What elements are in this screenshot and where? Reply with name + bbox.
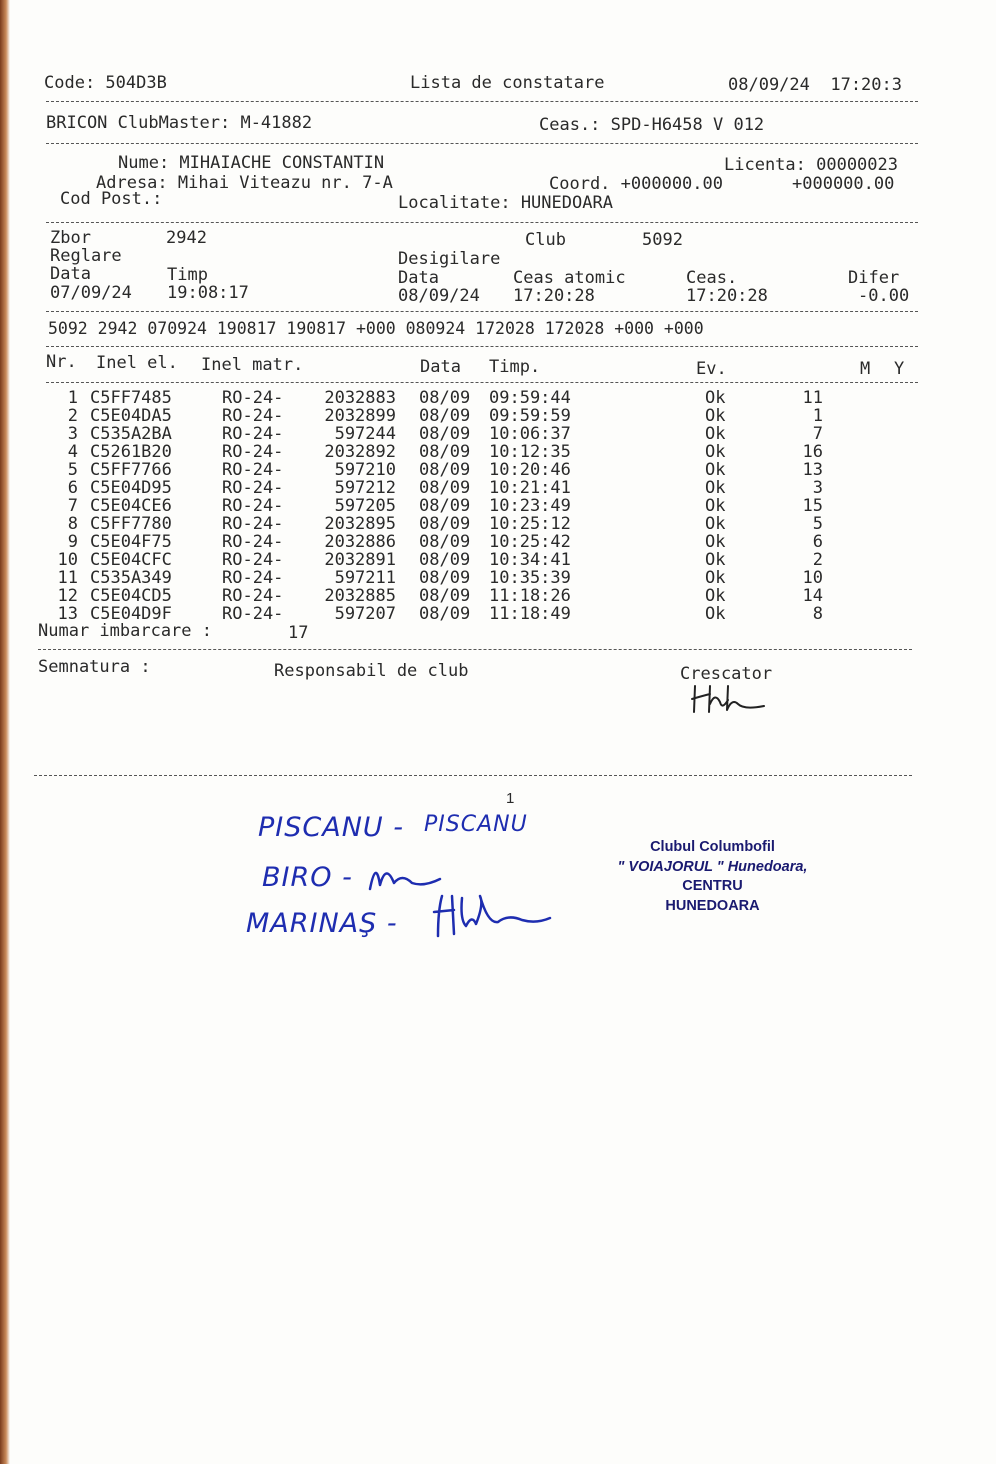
stamp-line-2: " VOIAJORUL " Hunedoara,	[617, 858, 808, 875]
arrival-time: 09:59:44	[489, 388, 571, 408]
row-number: 4	[67, 442, 78, 462]
owner-address: Adresa: Mihai Viteazu nr. 7-A	[96, 173, 393, 193]
arrival-time: 10:21:41	[489, 478, 571, 498]
table-row	[40, 569, 840, 587]
event-status: Ok	[705, 568, 726, 588]
rank-value: 11	[802, 388, 823, 408]
ring-number: 2032895	[324, 514, 396, 534]
zbor-value: 2942	[166, 228, 207, 248]
electronic-ring: C5E04F75	[90, 532, 172, 552]
data-label-2: Data	[398, 268, 439, 288]
owner-name: Nume: MIHAIACHE CONSTANTIN	[118, 153, 385, 173]
reglare-label: Reglare	[50, 246, 122, 266]
stamp-line-4: HUNEDOARA	[665, 897, 760, 914]
club-label: Club	[525, 230, 566, 250]
rank-value: 2	[812, 550, 823, 570]
ring-number: 597207	[334, 604, 396, 624]
ring-series: RO-24-	[222, 478, 284, 498]
committee-name-2: BIRO -	[262, 862, 353, 893]
table-row	[40, 587, 840, 605]
rank-value: 15	[802, 496, 823, 516]
rank-value: 3	[812, 478, 823, 498]
embark-value: 17	[288, 623, 309, 643]
electronic-ring: C5FF7485	[90, 388, 172, 408]
col-timp: Timp.	[489, 357, 541, 377]
arrival-date: 08/09	[419, 604, 471, 624]
rank-value: 8	[812, 604, 823, 624]
electronic-ring: C535A349	[90, 568, 172, 588]
arrival-date: 08/09	[419, 424, 471, 444]
ring-series: RO-24-	[222, 406, 284, 426]
electronic-ring: C5E04CFC	[90, 550, 172, 570]
col-data: Data	[420, 357, 461, 377]
row-number: 7	[67, 496, 78, 516]
breeder-signature	[688, 682, 772, 716]
ring-series: RO-24-	[222, 388, 284, 408]
paper-edge	[0, 0, 10, 1464]
signature-label: Semnatura :	[38, 657, 151, 677]
divider	[46, 311, 918, 312]
electronic-ring: C5E04D95	[90, 478, 172, 498]
stamp-line-3: CENTRU	[682, 878, 743, 894]
stamp-line-1: Clubul Columbofil	[650, 839, 775, 855]
committee-signature-2	[366, 855, 446, 895]
timp-label: Timp	[167, 265, 208, 285]
ring-series: RO-24-	[222, 568, 284, 588]
event-status: Ok	[705, 406, 726, 426]
table-row	[40, 425, 840, 443]
event-status: Ok	[705, 388, 726, 408]
report-title: Lista de constatare	[410, 73, 605, 93]
atomic-time: 17:20:28	[513, 286, 595, 306]
postal-code: Cod Post.:	[60, 189, 163, 209]
ring-series: RO-24-	[222, 442, 284, 462]
event-status: Ok	[705, 496, 726, 516]
event-status: Ok	[705, 442, 726, 462]
ring-number: 2032883	[324, 388, 396, 408]
ring-series: RO-24-	[222, 550, 284, 570]
ring-number: 2032892	[324, 442, 396, 462]
club-value: 5092	[642, 230, 683, 250]
col-nr: Nr.	[46, 352, 77, 372]
row-number: 6	[67, 478, 78, 498]
ring-number: 597211	[334, 568, 396, 588]
event-status: Ok	[705, 550, 726, 570]
ring-number: 2032899	[324, 406, 396, 426]
event-status: Ok	[705, 586, 726, 606]
arrival-date: 08/09	[419, 514, 471, 534]
desigilare-label: Desigilare	[398, 249, 501, 269]
arrival-date: 08/09	[419, 586, 471, 606]
arrival-time: 11:18:49	[489, 604, 571, 624]
arrival-time: 10:23:49	[489, 496, 571, 516]
rank-value: 13	[802, 460, 823, 480]
club-responsible-label: Responsabil de club	[274, 661, 469, 681]
divider	[46, 222, 918, 223]
ring-number: 597244	[334, 424, 396, 444]
report-code: Code: 504D3B	[44, 73, 167, 93]
encoded-line: 5092 2942 070924 190817 190817 +000 080924 172028 172028 +000 +000	[48, 319, 704, 338]
reglare-date: 07/09/24	[50, 283, 132, 303]
table-row	[40, 533, 840, 551]
electronic-ring: C5FF7780	[90, 514, 172, 534]
table-row	[40, 443, 840, 461]
atomic-clock-label: Ceas atomic	[513, 268, 626, 288]
electronic-ring: C5FF7766	[90, 460, 172, 480]
arrival-time: 10:34:41	[489, 550, 571, 570]
committee-signature-1: PISCANU	[424, 812, 528, 837]
arrival-time: 11:18:26	[489, 586, 571, 606]
arrival-time: 09:59:59	[489, 406, 571, 426]
arrival-date: 08/09	[419, 478, 471, 498]
ring-number: 597205	[334, 496, 396, 516]
ring-series: RO-24-	[222, 586, 284, 606]
table-row	[40, 551, 840, 569]
row-number: 5	[67, 460, 78, 480]
rank-value: 6	[812, 532, 823, 552]
event-status: Ok	[705, 604, 726, 624]
committee-name-3: MARINAŞ -	[246, 908, 398, 939]
report-datetime: 08/09/24 17:20:3	[728, 75, 902, 95]
arrival-date: 08/09	[419, 406, 471, 426]
committee-signature-3	[432, 890, 556, 940]
difference-label: Difer	[848, 268, 900, 288]
table-row	[40, 497, 840, 515]
arrival-time: 10:12:35	[489, 442, 571, 462]
zbor-label: Zbor	[50, 228, 91, 248]
ring-number: 2032885	[324, 586, 396, 606]
row-number: 11	[57, 568, 78, 588]
electronic-ring: C5E04D9F	[90, 604, 172, 624]
rank-value: 14	[802, 586, 823, 606]
ring-number: 597210	[334, 460, 396, 480]
rank-value: 7	[812, 424, 823, 444]
coordinates-2: +000000.00	[792, 174, 895, 194]
table-row	[40, 461, 840, 479]
arrival-date: 08/09	[419, 568, 471, 588]
ring-number: 597212	[334, 478, 396, 498]
ring-series: RO-24-	[222, 604, 284, 624]
breeder-label: Crescator	[680, 664, 773, 684]
clock-time: 17:20:28	[686, 286, 768, 306]
event-status: Ok	[705, 460, 726, 480]
table-row	[40, 515, 840, 533]
ring-number: 2032886	[324, 532, 396, 552]
ring-series: RO-24-	[222, 460, 284, 480]
col-m: M	[860, 359, 871, 379]
club-stamp	[600, 838, 825, 916]
club-master: BRICON ClubMaster: M-41882	[46, 113, 313, 133]
rank-value: 5	[812, 514, 823, 534]
arrival-date: 08/09	[419, 460, 471, 480]
row-number: 2	[67, 406, 78, 426]
difference-value: -0.00	[858, 286, 910, 306]
reglare-time: 19:08:17	[167, 283, 249, 303]
col-ev: Ev.	[696, 359, 727, 379]
arrival-time: 10:25:42	[489, 532, 571, 552]
table-row	[40, 407, 840, 425]
page-number: 1	[506, 790, 515, 807]
col-y: Y	[894, 359, 905, 379]
event-status: Ok	[705, 532, 726, 552]
divider	[34, 775, 912, 776]
arrival-time: 10:35:39	[489, 568, 571, 588]
embark-label: Numar imbarcare :	[38, 621, 212, 641]
divider	[46, 143, 918, 144]
row-number: 13	[57, 604, 78, 624]
row-number: 3	[67, 424, 78, 444]
divider	[46, 101, 918, 102]
table-row	[40, 479, 840, 497]
divider	[46, 382, 918, 383]
ring-series: RO-24-	[222, 496, 284, 516]
event-status: Ok	[705, 478, 726, 498]
rank-value: 1	[812, 406, 823, 426]
ring-series: RO-24-	[222, 424, 284, 444]
arrival-date: 08/09	[419, 388, 471, 408]
ring-series: RO-24-	[222, 514, 284, 534]
electronic-ring: C5261B20	[90, 442, 172, 462]
rank-value: 10	[802, 568, 823, 588]
locality: Localitate: HUNEDOARA	[398, 193, 613, 213]
row-number: 1	[67, 388, 78, 408]
arrival-time: 10:20:46	[489, 460, 571, 480]
arrival-date: 08/09	[419, 442, 471, 462]
col-inel-matr: Inel matr.	[201, 355, 304, 375]
electronic-ring: C5E04CD5	[90, 586, 172, 606]
arrival-date: 08/09	[419, 550, 471, 570]
event-status: Ok	[705, 424, 726, 444]
arrival-date: 08/09	[419, 496, 471, 516]
arrival-date: 08/09	[419, 532, 471, 552]
ring-series: RO-24-	[222, 532, 284, 552]
col-inel-el: Inel el.	[96, 353, 178, 373]
electronic-ring: C535A2BA	[90, 424, 172, 444]
clock-id: Ceas.: SPD-H6458 V 012	[539, 115, 765, 135]
arrival-time: 10:06:37	[489, 424, 571, 444]
rank-value: 16	[802, 442, 823, 462]
coordinates: Coord. +000000.00	[549, 174, 723, 194]
clock-label: Ceas.	[686, 268, 738, 288]
row-number: 12	[57, 586, 78, 606]
row-number: 9	[67, 532, 78, 552]
arrival-time: 10:25:12	[489, 514, 571, 534]
row-number: 8	[67, 514, 78, 534]
desigilare-date: 08/09/24	[398, 286, 480, 306]
divider	[46, 346, 918, 347]
data-label: Data	[50, 264, 91, 284]
committee-name-1: PISCANU -	[258, 812, 404, 843]
electronic-ring: C5E04DA5	[90, 406, 172, 426]
licence: Licenta: 00000023	[724, 155, 898, 175]
electronic-ring: C5E04CE6	[90, 496, 172, 516]
ring-number: 2032891	[324, 550, 396, 570]
divider	[38, 649, 912, 650]
row-number: 10	[57, 550, 78, 570]
event-status: Ok	[705, 514, 726, 534]
table-row	[40, 389, 840, 407]
